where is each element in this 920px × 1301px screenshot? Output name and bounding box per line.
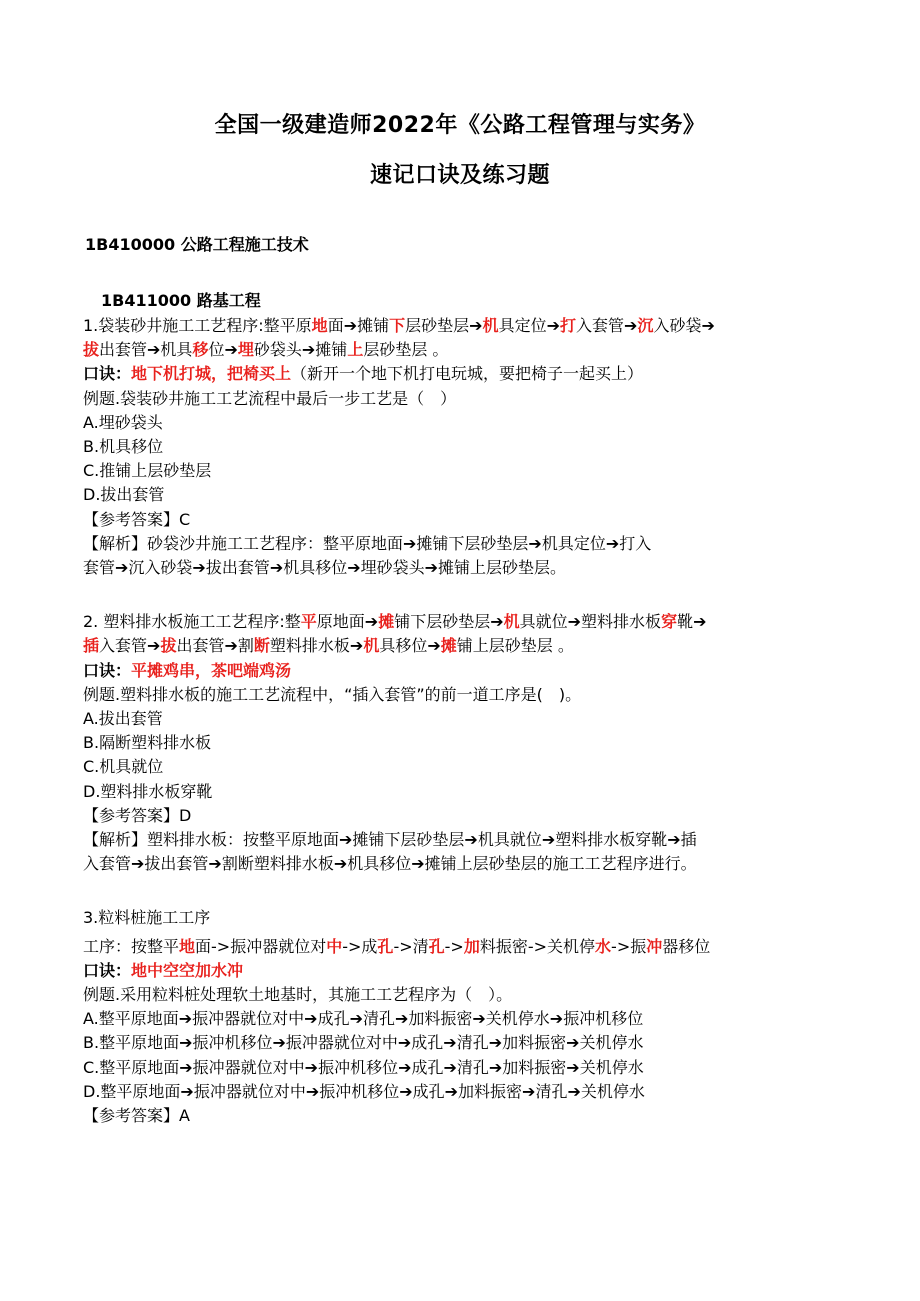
highlight-char: 冲 (646, 936, 663, 956)
q2-mnemonic (83, 659, 843, 683)
q2-analysis-line-1: 【解析】塑料排水板：按整平原地面➔摊铺下层砂垫层➔机具就位➔塑料排水板穿靴➔插 (83, 830, 697, 850)
highlight-char: 地 (179, 936, 196, 956)
text-run: 塑料排水板➔ (269, 636, 364, 656)
text-run: ->清 (393, 936, 429, 956)
text-run: 原地面➔ (316, 612, 379, 632)
q3-heading: 3.粒料桩施工工序 (83, 908, 211, 928)
mnemonic-note: （新开一个地下机打电玩城，要把椅子一起买上） (291, 364, 644, 384)
q1-process-line-2 (83, 338, 843, 362)
text-run: 具定位➔ (498, 316, 560, 335)
document-subtitle: 速记口诀及练习题 (369, 163, 550, 188)
q3-answer: 【参考答案】A (83, 1106, 190, 1126)
q3-option-c: C.整平原地面➔振冲器就位对中➔振冲机移位➔成孔➔清孔➔加料振密➔关机停水 (83, 1057, 644, 1077)
q2-option-c: C.机具就位 (83, 757, 164, 777)
highlight-char: 水 (595, 936, 612, 956)
highlight-char: 孔 (377, 936, 394, 956)
q3-option-a: A.整平原地面➔振冲器就位对中➔成孔➔清孔➔加料振密➔关机停水➔振冲机移位 (83, 1009, 644, 1029)
highlight-char: 穿 (661, 612, 678, 632)
q2-process-line-2 (83, 634, 843, 658)
highlight-char: 断 (253, 636, 270, 656)
text-run: 位➔ (208, 340, 238, 360)
q2-question: 例题.塑料排水板的施工工艺流程中，“插入套管”的前一道工序是( )。 (83, 684, 582, 704)
highlight-char: 机 (363, 636, 380, 656)
highlight-char: 拔 (83, 340, 100, 360)
q1-analysis-line-2: 套管➔沉入砂袋➔拔出套管➔机具移位➔埋砂袋头➔摊铺上层砂垫层。 (83, 558, 567, 578)
q2-process-line-1 (83, 610, 843, 634)
mnemonic-label: 口诀： (83, 960, 132, 980)
q2-answer: 【参考答案】D (83, 805, 192, 825)
text-run: 料振密->关机停 (479, 936, 596, 956)
highlight-char: 摊 (440, 636, 457, 656)
mnemonic-label: 口诀： (83, 364, 132, 384)
q1-option-b: B.机具移位 (83, 437, 164, 457)
content-body (83, 314, 843, 1128)
q3-option-d: D.整平原地面➔振冲器就位对中➔振冲机移位➔成孔➔加料振密➔清孔➔关机停水 (83, 1081, 645, 1101)
mnemonic-text: 地下机打城，把椅买上 (131, 364, 292, 384)
highlight-char: 机 (482, 316, 499, 335)
q3-question: 例题.采用粒料桩处理软土地基时，其施工工艺程序为（ ）。 (83, 985, 513, 1005)
text-run: 靴➔ (677, 612, 707, 632)
highlight-char: 上 (347, 340, 364, 360)
text-run: 具就位➔塑料排水板 (519, 612, 662, 632)
chapter-heading: 1B410000 公路工程施工技术 (85, 235, 309, 254)
q1-analysis-line-1: 【解析】砂袋沙井施工工艺程序：整平原地面➔摊铺下层砂垫层➔机具定位➔打入 (83, 533, 652, 553)
text-run: 出套管➔割 (176, 636, 254, 656)
q2-option-a: A.拔出套管 (83, 709, 163, 729)
section-heading: 1B411000 路基工程 (101, 291, 261, 310)
highlight-char: 机 (503, 612, 520, 632)
highlight-char: 拔 (160, 636, 177, 656)
highlight-char: 沉 (637, 316, 654, 335)
q1-mnemonic (83, 362, 843, 386)
text-run: 砂袋头➔摊铺 (253, 340, 348, 360)
q1-answer: 【参考答案】C (83, 509, 191, 529)
text-run: 铺下层砂垫层➔ (394, 612, 504, 632)
q1-process-line-1 (83, 314, 843, 338)
highlight-char: 摊 (378, 612, 395, 632)
highlight-char: 地 (311, 316, 328, 335)
highlight-char: 加 (463, 936, 480, 956)
highlight-char: 插 (83, 636, 100, 656)
text-run: 具移位➔ (379, 636, 441, 656)
q3-mnemonic (83, 959, 843, 983)
q1-question: 例题.袋装砂井施工工艺流程中最后一步工艺是（ ） (83, 388, 457, 408)
q1-option-c: C.推铺上层砂垫层 (83, 461, 212, 481)
q3-option-b: B.整平原地面➔振冲机移位➔振冲器就位对中➔成孔➔清孔➔加料振密➔关机停水 (83, 1033, 644, 1053)
highlight-char: 埋 (237, 340, 254, 360)
text-run: 层砂垫层➔ (405, 316, 483, 335)
mnemonic-text: 地中空空加水冲 (131, 960, 244, 980)
q1-option-d: D.拔出套管 (83, 485, 165, 505)
highlight-char: 移 (192, 340, 209, 360)
text-run: 1.袋装砂井施工工艺程序:整平原 (83, 316, 312, 335)
text-run: 面->振冲器就位对 (195, 936, 327, 956)
q2-analysis-line-2: 入套管➔拔出套管➔割断塑料排水板➔机具移位➔摊铺上层砂垫层的施工工艺程序进行。 (83, 854, 697, 874)
mnemonic-label: 口诀： (83, 660, 132, 680)
text-run: 铺上层砂垫层 。 (456, 636, 574, 656)
text-run: 器移位 (662, 936, 711, 956)
text-run: 工序：按整平 (83, 936, 180, 956)
text-run: 出套管➔机具 (99, 340, 193, 360)
q3-process-line (83, 935, 843, 959)
highlight-char: 中 (326, 936, 343, 956)
q2-option-d: D.塑料排水板穿靴 (83, 781, 213, 801)
text-run: ->成 (342, 936, 378, 956)
spacer (83, 876, 843, 906)
highlight-char: 下 (389, 316, 406, 335)
text-run: 入套管➔ (99, 636, 161, 656)
mnemonic-text: 平摊鸡串，茶吧端鸡汤 (131, 660, 292, 680)
text-run: -> (444, 936, 464, 956)
q1-option-a: A.埋砂袋头 (83, 412, 163, 432)
text-run: 入套管➔ (576, 316, 638, 335)
highlight-char: 打 (559, 316, 576, 335)
spacer (83, 580, 843, 610)
highlight-char: 孔 (428, 936, 445, 956)
text-run: 层砂垫层 。 (363, 340, 449, 360)
text-run: 入砂袋➔ (653, 316, 715, 335)
document-title: 全国一级建造师2022年《公路工程管理与实务》 (214, 113, 706, 138)
text-run: 2. 塑料排水板施工工艺程序:整 (83, 612, 301, 632)
text-run: 面➔摊铺 (327, 316, 390, 335)
highlight-char: 平 (300, 612, 317, 632)
text-run: ->振 (611, 936, 647, 956)
q2-option-b: B.隔断塑料排水板 (83, 733, 212, 753)
